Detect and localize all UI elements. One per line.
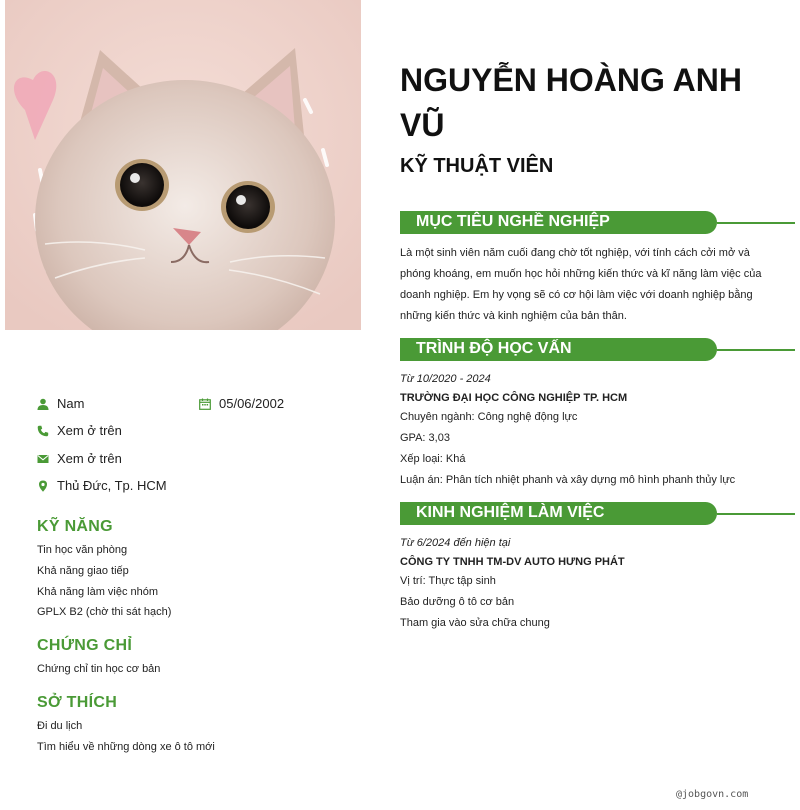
experience-period: Từ 6/2024 đến hiện tại — [400, 537, 511, 549]
phone-text: Xem ở trên — [57, 423, 122, 438]
section-divider — [717, 222, 795, 224]
certificate-item: Chứng chỉ tin học cơ bản — [37, 663, 161, 675]
education-gpa: GPA: 3,03 — [400, 432, 450, 444]
gender-text: Nam — [57, 396, 85, 411]
hobbies-title: SỞ THÍCH — [37, 694, 118, 711]
education-period: Từ 10/2020 - 2024 — [400, 373, 491, 385]
objective-title: MỤC TIÊU NGHỀ NGHIỆP — [416, 213, 610, 230]
phone-icon — [37, 425, 49, 437]
location-pin-icon — [37, 480, 49, 492]
address-text: Thủ Đức, Tp. HCM — [57, 478, 167, 493]
education-school: TRƯỜNG ĐẠI HỌC CÔNG NGHIỆP TP. HCM — [400, 392, 628, 404]
email-text: Xem ở trên — [57, 451, 122, 466]
education-thesis: Luận án: Phân tích nhiệt phanh và xây dựng mô hình phanh thủy lực — [400, 474, 736, 486]
gender-row — [37, 396, 84, 411]
section-divider — [717, 513, 795, 515]
skill-item: Tin học văn phòng — [37, 544, 128, 556]
hobby-item: Tìm hiểu về những dòng xe ô tô mới — [37, 741, 215, 753]
address-row — [37, 478, 167, 493]
education-rank: Xếp loại: Khá — [400, 453, 466, 465]
experience-title: KINH NGHIỆM LÀM VIỆC — [416, 504, 605, 521]
objective-section-header — [400, 211, 717, 234]
education-major: Chuyên ngành: Công nghệ động lực — [400, 411, 578, 423]
full-name: NGUYỄN HOÀNG ANH VŨ — [400, 62, 742, 143]
education-section-header — [400, 338, 717, 361]
experience-task: Bảo dưỡng ô tô cơ bản — [400, 596, 515, 608]
person-icon — [37, 398, 49, 410]
objective-text: Là một sinh viên năm cuối đang chờ tốt nghiệp, với tính cách cởi mở và phóng khoáng, em muốn học hỏi những kiến thức và kĩ năng làm việc của doanh nghiệp. Em hy vọng sẽ có cơ hội làm việc với doanh nghiệp bằng những kiến thức và kinh nghiệm của bản thân. — [400, 247, 762, 322]
job-title: KỸ THUẬT VIÊN — [400, 155, 554, 177]
certificates-title: CHỨNG CHỈ — [37, 637, 133, 654]
skill-item: Khả năng giao tiếp — [37, 565, 129, 577]
birthday-row — [199, 396, 284, 411]
experience-section-header — [400, 502, 717, 525]
experience-task: Tham gia vào sửa chữa chung — [400, 617, 550, 629]
skill-item: GPLX B2 (chờ thi sát hạch) — [37, 606, 172, 618]
experience-company: CÔNG TY TNHH TM-DV AUTO HƯNG PHÁT — [400, 556, 625, 568]
birthday-text: 05/06/2002 — [219, 396, 285, 411]
skill-item: Khả năng làm việc nhóm — [37, 586, 159, 598]
profile-photo — [5, 0, 361, 330]
experience-position: Vị trí: Thực tập sinh — [400, 575, 496, 587]
phone-row — [37, 423, 122, 438]
section-divider — [717, 349, 795, 351]
calendar-icon — [199, 398, 211, 410]
watermark: @jobgovn.com — [676, 789, 749, 800]
skills-title: KỸ NĂNG — [37, 518, 113, 535]
education-title: TRÌNH ĐỘ HỌC VẤN — [416, 340, 572, 357]
cat-photo-illustration — [5, 0, 361, 330]
email-icon — [37, 453, 49, 465]
hobby-item: Đi du lịch — [37, 720, 83, 732]
email-row — [37, 451, 122, 466]
